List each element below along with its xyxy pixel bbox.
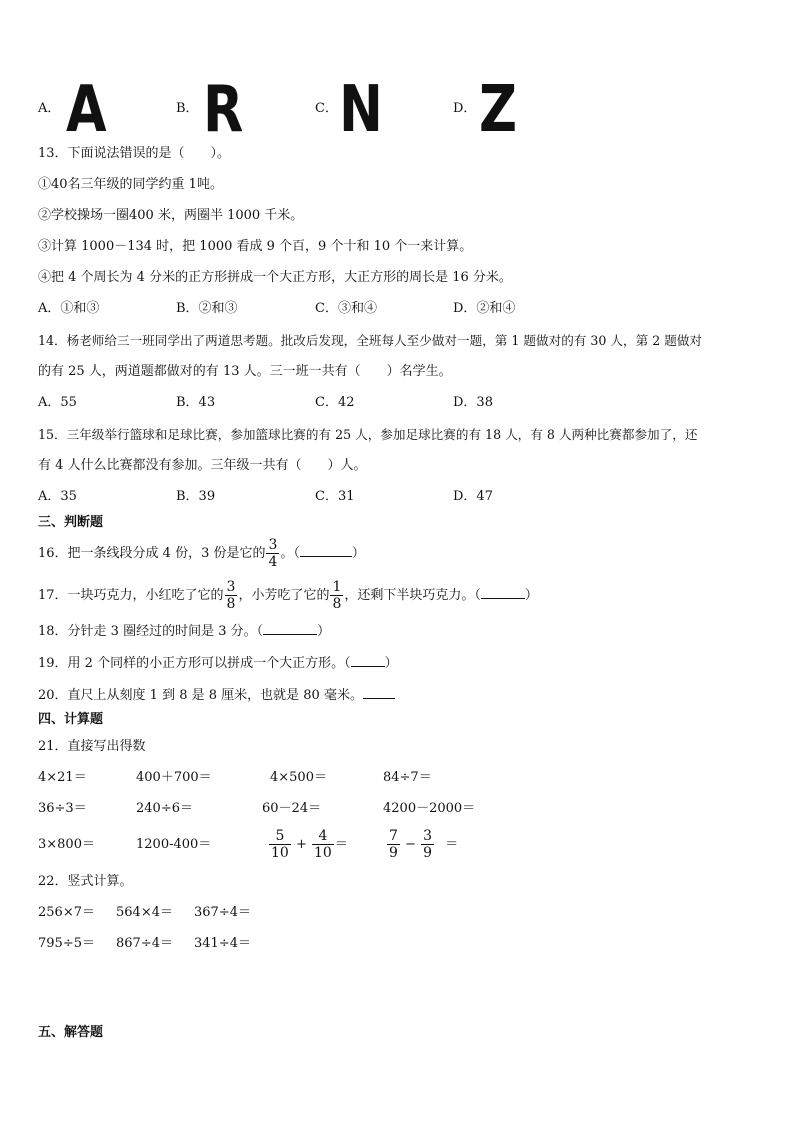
q22-calc: 867÷4＝ — [116, 936, 173, 951]
q12-option-a-label: A． — [38, 101, 61, 116]
numerator: 5 — [269, 828, 291, 845]
q21-calc: 1200-400＝ — [136, 837, 212, 852]
q17-text-1: 17．一块巧克力，小红吃了它的 — [38, 588, 224, 603]
q21-calc: 84÷7＝ — [383, 770, 432, 785]
q16-paren-open: 。（ — [280, 546, 300, 561]
q17-answer-blank[interactable] — [481, 586, 525, 599]
q15-option-b: B．39 — [176, 489, 216, 504]
q16-denominator: 4 — [268, 554, 278, 570]
q22-calc: 367÷4＝ — [194, 905, 251, 920]
q22-calc: 256×7＝ — [38, 905, 95, 920]
q13-item-1: ①40名三年级的同学约重 1吨。 — [38, 177, 223, 192]
q13-option-d: D．②和④ — [453, 301, 516, 316]
q21-fraction-addition — [268, 825, 348, 865]
q21-fraction — [421, 828, 434, 861]
question-18 — [38, 622, 330, 641]
q14-line-1: 14．杨老师给三一班同学出了两道思考题。批改后发现，全班每人至少做对一题，第 1 题做对的有 30 人，第 2 题做对 — [38, 333, 703, 348]
q17-numerator-1: 3 — [226, 579, 236, 595]
denominator: 9 — [423, 845, 433, 861]
q21-calc: 4×500＝ — [270, 770, 327, 785]
q21-fraction — [269, 828, 291, 861]
q16-numerator: 3 — [268, 537, 278, 553]
q22-calc: 564×4＝ — [116, 905, 173, 920]
q17-fraction-2 — [330, 579, 343, 612]
q13-option-c: C．③和④ — [315, 301, 377, 316]
plus-sign: + — [295, 837, 307, 852]
q17-text-2: ，小芳吃了它的 — [238, 588, 330, 603]
q13-option-b: B．②和③ — [176, 301, 238, 316]
q21-title: 21．直接写出得数 — [38, 739, 146, 754]
q19-paren-close: ） — [384, 656, 398, 671]
q22-calc: 795÷5＝ — [38, 936, 95, 951]
q13-option-a: A．①和③ — [38, 301, 100, 316]
q22-title: 22．竖式计算。 — [38, 874, 133, 889]
q17-text-3: ，还剩下半块巧克力。（ — [344, 588, 481, 603]
q14-option-c: C．42 — [315, 395, 355, 410]
q12-option-c-letter: N — [339, 73, 383, 147]
q21-calc: 4200－2000＝ — [383, 801, 476, 816]
denominator: 10 — [271, 845, 289, 861]
q13-stem: 13．下面说法错误的是（ ）。 — [38, 146, 231, 161]
q16-paren-close: ） — [351, 546, 365, 561]
q18-answer-blank[interactable] — [263, 622, 317, 635]
numerator: 3 — [423, 828, 433, 844]
q21-calc: 400＋700＝ — [136, 770, 212, 785]
numerator: 4 — [312, 828, 334, 845]
q12-option-b-letter: R — [203, 73, 244, 147]
question-20 — [38, 686, 395, 705]
section-4-heading: 四、计算题 — [38, 712, 104, 727]
q15-option-d: D．47 — [453, 489, 493, 504]
q12-option-b-label: B． — [176, 101, 199, 116]
question-19 — [38, 654, 398, 673]
q13-item-4: ④把 4 个周长为 4 分米的正方形拼成一个大正方形，大正方形的周长是 16 分米。 — [38, 270, 512, 285]
q21-calc: 3×800＝ — [38, 837, 95, 852]
q21-fraction-subtraction — [386, 825, 458, 865]
equals-sign: ＝ — [445, 837, 459, 852]
q15-option-a: A．35 — [38, 489, 77, 504]
minus-sign: − — [405, 837, 416, 852]
q15-option-c: C．31 — [315, 489, 355, 504]
q22-calc: 341÷4＝ — [194, 936, 251, 951]
q13-item-3: ③计算 1000－134 时，把 1000 看成 9 个百，9 个十和 10 个一来计算。 — [38, 239, 473, 254]
question-16 — [38, 534, 365, 574]
q15-line-2: 有 4 人什么比赛都没有参加。三年级一共有（ ）人。 — [38, 458, 367, 473]
q17-denominator-1: 8 — [226, 596, 236, 612]
q21-calc: 36÷3＝ — [38, 801, 87, 816]
q16-fraction — [266, 537, 279, 570]
q16-text: 16．把一条线段分成 4 份，3 份是它的 — [38, 546, 266, 561]
q21-calc: 4×21＝ — [38, 770, 87, 785]
q12-option-c-label: C． — [315, 101, 338, 116]
q14-option-d: D．38 — [453, 395, 493, 410]
q18-text: 18．分针走 3 圈经过的时间是 3 分。（ — [38, 624, 264, 639]
q14-option-b: B．43 — [176, 395, 216, 410]
q19-answer-blank[interactable] — [351, 654, 385, 667]
q13-item-2: ②学校操场一圈400 米，两圈半 1000 千米。 — [38, 208, 304, 223]
section-5-heading: 五、解答题 — [38, 1025, 104, 1040]
question-17 — [38, 576, 538, 616]
q17-numerator-2: 1 — [332, 579, 342, 595]
q21-fraction — [387, 828, 400, 861]
q20-text: 20．直尺上从刻度 1 到 8 是 8 厘米，也就是 80 毫米。 — [38, 688, 363, 703]
q20-answer-blank[interactable] — [363, 686, 395, 699]
q12-option-d-letter: Z — [479, 73, 518, 147]
q14-line-2: 的有 25 人，两道题都做对的有 13 人。三一班一共有（ ）名学生。 — [38, 364, 452, 379]
q15-line-1: 15．三年级举行篮球和足球比赛，参加篮球比赛的有 25 人，参加足球比赛的有 18 人，有 8 人两种比赛都参加了，还 — [38, 427, 698, 442]
q12-option-a-letter: A — [66, 73, 107, 147]
q21-calc: 240÷6＝ — [136, 801, 193, 816]
section-3-heading: 三、判断题 — [38, 515, 104, 530]
q19-text: 19．用 2 个同样的小正方形可以拼成一个大正方形。（ — [38, 656, 351, 671]
q21-calc: 60－24＝ — [262, 801, 322, 816]
denominator: 9 — [389, 845, 398, 861]
q16-answer-blank[interactable] — [300, 544, 352, 557]
q21-fraction — [312, 828, 334, 861]
denominator: 10 — [314, 845, 332, 861]
q12-option-d-label: D． — [453, 101, 477, 116]
q18-paren-close: ） — [317, 624, 331, 639]
q17-denominator-2: 8 — [332, 596, 342, 612]
q14-option-a: A．55 — [38, 395, 77, 410]
numerator: 7 — [389, 828, 398, 844]
q17-paren-close: ） — [524, 588, 538, 603]
equals-sign: ＝ — [334, 837, 348, 852]
q17-fraction-1 — [225, 579, 238, 612]
